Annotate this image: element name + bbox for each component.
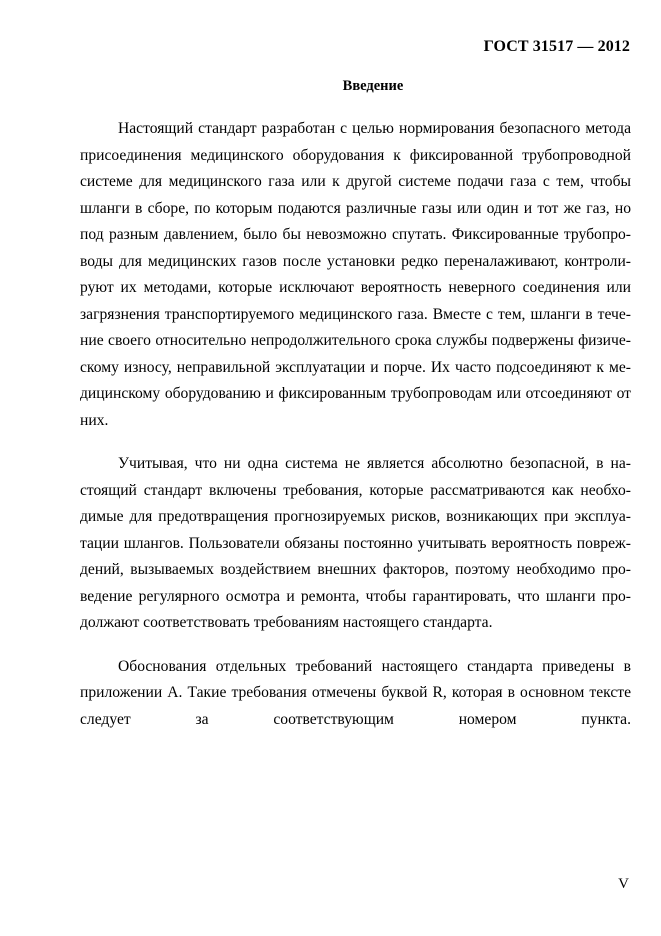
paragraph-requirements: Учитывая, что ни одна система не является абсолютно безопасной, в настоящий стандарт включены требования, которые рассматриваются как необходимые для предотвращения прогнозируемых рисков, возникающих при эксплуатации шлангов. Пользователи обязаны постоянно учитывать вероятность повреждений, вызываемых воздействием внешних факторов, поэтому необходимо проведение регулярного осмотра и ремонта, чтобы гарантировать, что шланги продолжают соответствовать требованиям настоящего стандарта. (80, 455, 631, 631)
document-code-header: ГОСТ 31517 — 2012 (483, 38, 630, 55)
section-title: Введение (342, 78, 404, 94)
paragraph-annex-reference: Обоснования отдельных требований настоящего стандарта приведены в приложении А. Такие требования отмечены буквой R, которая в основном тексте следует за соответствующим номером пункта. (80, 657, 631, 728)
page-number: V (618, 876, 629, 892)
body-text (80, 116, 631, 733)
paragraph-purpose: Настоящий стандарт разработан с целью нормирования безопасного метода присоединения медицинского оборудования к фиксированной трубопроводной системе для медицинского газа или к другой системе подачи газа с тем, чтобы шланги в сборе, по которым подаются различные газы или один и тот же газ, но под разным давлением, было бы невозможно спутать. Фиксированные трубопроводы для медицинских газов после установки редко переналаживают, контролируют их методами, которые исключают вероятность неверного соединения или загрязнения транспортируемого медицинского газа. Вместе с тем, шланги в течение своего относительно непродолжительного срока службы подвержены физическому износу, неправильной эксплуатации и порче. Их часто подсоединяют к медицинскому оборудованию и фиксированным трубопроводам или отсоединяют от них. (80, 120, 631, 429)
